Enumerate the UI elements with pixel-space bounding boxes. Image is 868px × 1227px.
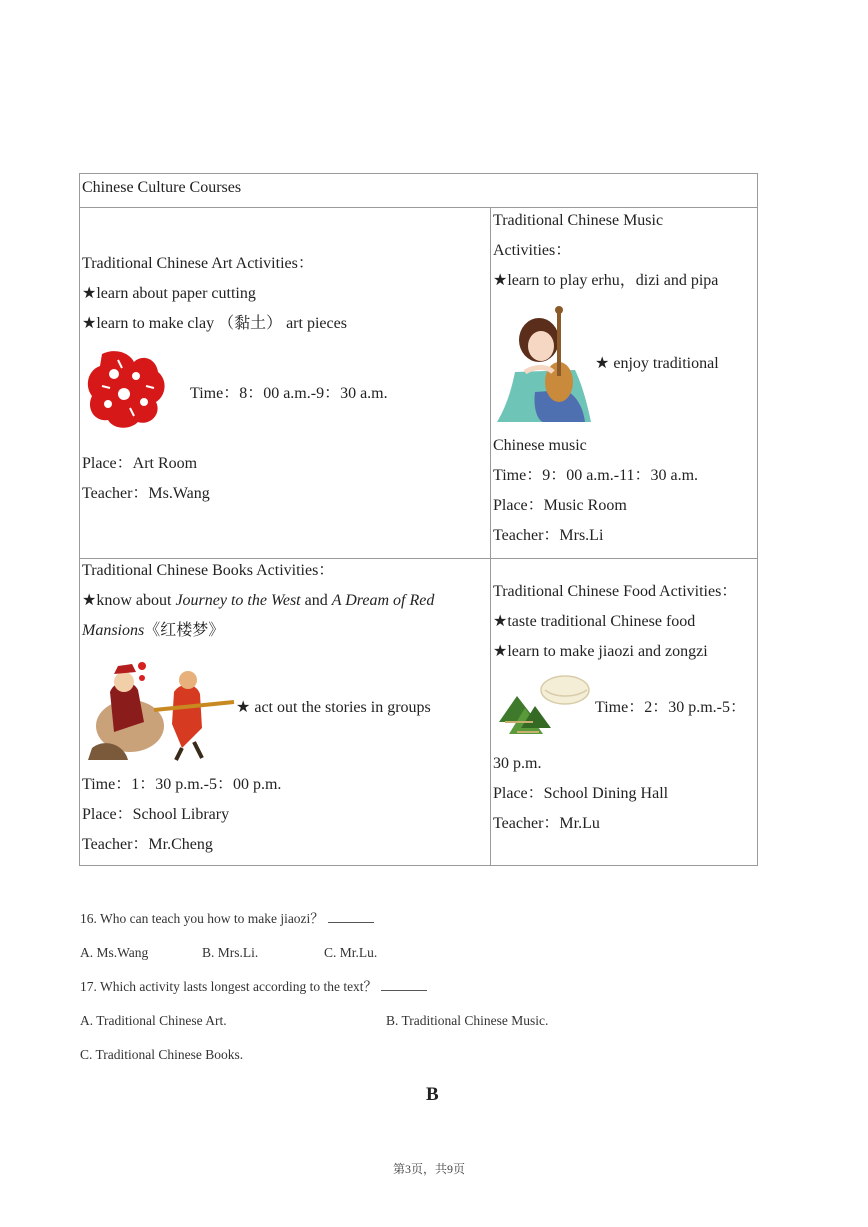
page-footer: 第3页，共9页: [393, 1162, 466, 1176]
paper-cutting-image: [84, 346, 170, 432]
art-item-2: ★learn to make clay （黏土） art pieces: [82, 315, 347, 332]
question-16: [80, 910, 374, 928]
art-time: Time：8：00 a.m.-9：30 a.m.: [190, 385, 388, 402]
row-divider: [80, 558, 757, 559]
books-place: Place：School Library: [82, 806, 230, 823]
book-title-cn: 《红楼梦》: [144, 622, 225, 639]
books-teacher: Teacher：Mr.Cheng: [82, 836, 213, 853]
art-place: Place：Art Room: [82, 455, 198, 472]
q16-option-b[interactable]: B. Mrs.Li.: [202, 945, 259, 960]
food-teacher: Teacher：Mr.Lu: [493, 815, 600, 832]
food-time-part2: 30 p.m.: [493, 755, 542, 772]
music-heading-line2: Activities：: [493, 242, 572, 259]
q16-option-a[interactable]: A. Ms.Wang: [80, 945, 149, 960]
book-title-dream-part1: A Dream of Red: [331, 592, 435, 609]
column-divider: [490, 208, 491, 865]
art-teacher: Teacher：Ms.Wang: [82, 485, 210, 502]
question-16-text: 16. Who can teach you how to make jiaozi？: [80, 911, 324, 926]
books-item-2: ★ act out the stories in groups: [236, 699, 431, 716]
art-heading: Traditional Chinese Art Activities：: [82, 255, 314, 272]
table-title: Chinese Culture Courses: [82, 179, 242, 196]
books-time: Time：1：30 p.m.-5：00 p.m.: [82, 776, 282, 793]
pipa-girl-image: [495, 302, 595, 424]
q16-option-c[interactable]: C. Mr.Lu.: [324, 945, 378, 960]
books-item-1-and: and: [300, 592, 332, 609]
course-table: [79, 173, 758, 866]
music-item-2-part2: Chinese music: [493, 437, 587, 454]
question-17: [80, 978, 427, 996]
food-place: Place：School Dining Hall: [493, 785, 669, 802]
food-item-2: ★learn to make jiaozi and zongzi: [493, 643, 708, 660]
music-teacher: Teacher：Mrs.Li: [493, 527, 604, 544]
music-place: Place：Music Room: [493, 497, 627, 514]
section-b-label: B: [426, 1084, 439, 1105]
food-item-1: ★taste traditional Chinese food: [493, 613, 696, 630]
books-heading: Traditional Chinese Books Activities：: [82, 562, 335, 579]
music-heading-line1: Traditional Chinese Music: [493, 212, 664, 229]
question-17-text: 17. Which activity lasts longest according to the text？: [80, 979, 378, 994]
books-item-1-line1: [82, 591, 434, 611]
art-item-1: ★learn about paper cutting: [82, 285, 256, 302]
q17-option-c[interactable]: C. Traditional Chinese Books.: [80, 1047, 244, 1062]
food-time-part1: Time：2：30 p.m.-5：: [595, 699, 746, 716]
food-heading: Traditional Chinese Food Activities：: [493, 583, 738, 600]
music-time: Time：9：00 a.m.-11：30 a.m.: [493, 467, 699, 484]
music-item-1: ★learn to play erhu，dizi and pipa: [493, 272, 719, 289]
music-item-2-part1: ★ enjoy traditional: [595, 355, 719, 372]
q17-option-a[interactable]: A. Traditional Chinese Art.: [80, 1013, 227, 1028]
books-item-1-line2: [82, 621, 224, 641]
answer-blank-16[interactable]: [328, 910, 374, 923]
monkey-king-image: [84, 652, 236, 762]
books-item-1-prefix: ★know about: [82, 592, 176, 609]
q17-option-b[interactable]: B. Traditional Chinese Music.: [386, 1013, 549, 1028]
book-title-dream-part2: Mansions: [82, 622, 145, 639]
answer-blank-17[interactable]: [381, 978, 427, 991]
book-title-journey: Journey to the West: [175, 592, 301, 609]
zongzi-jiaozi-image: [495, 672, 591, 744]
